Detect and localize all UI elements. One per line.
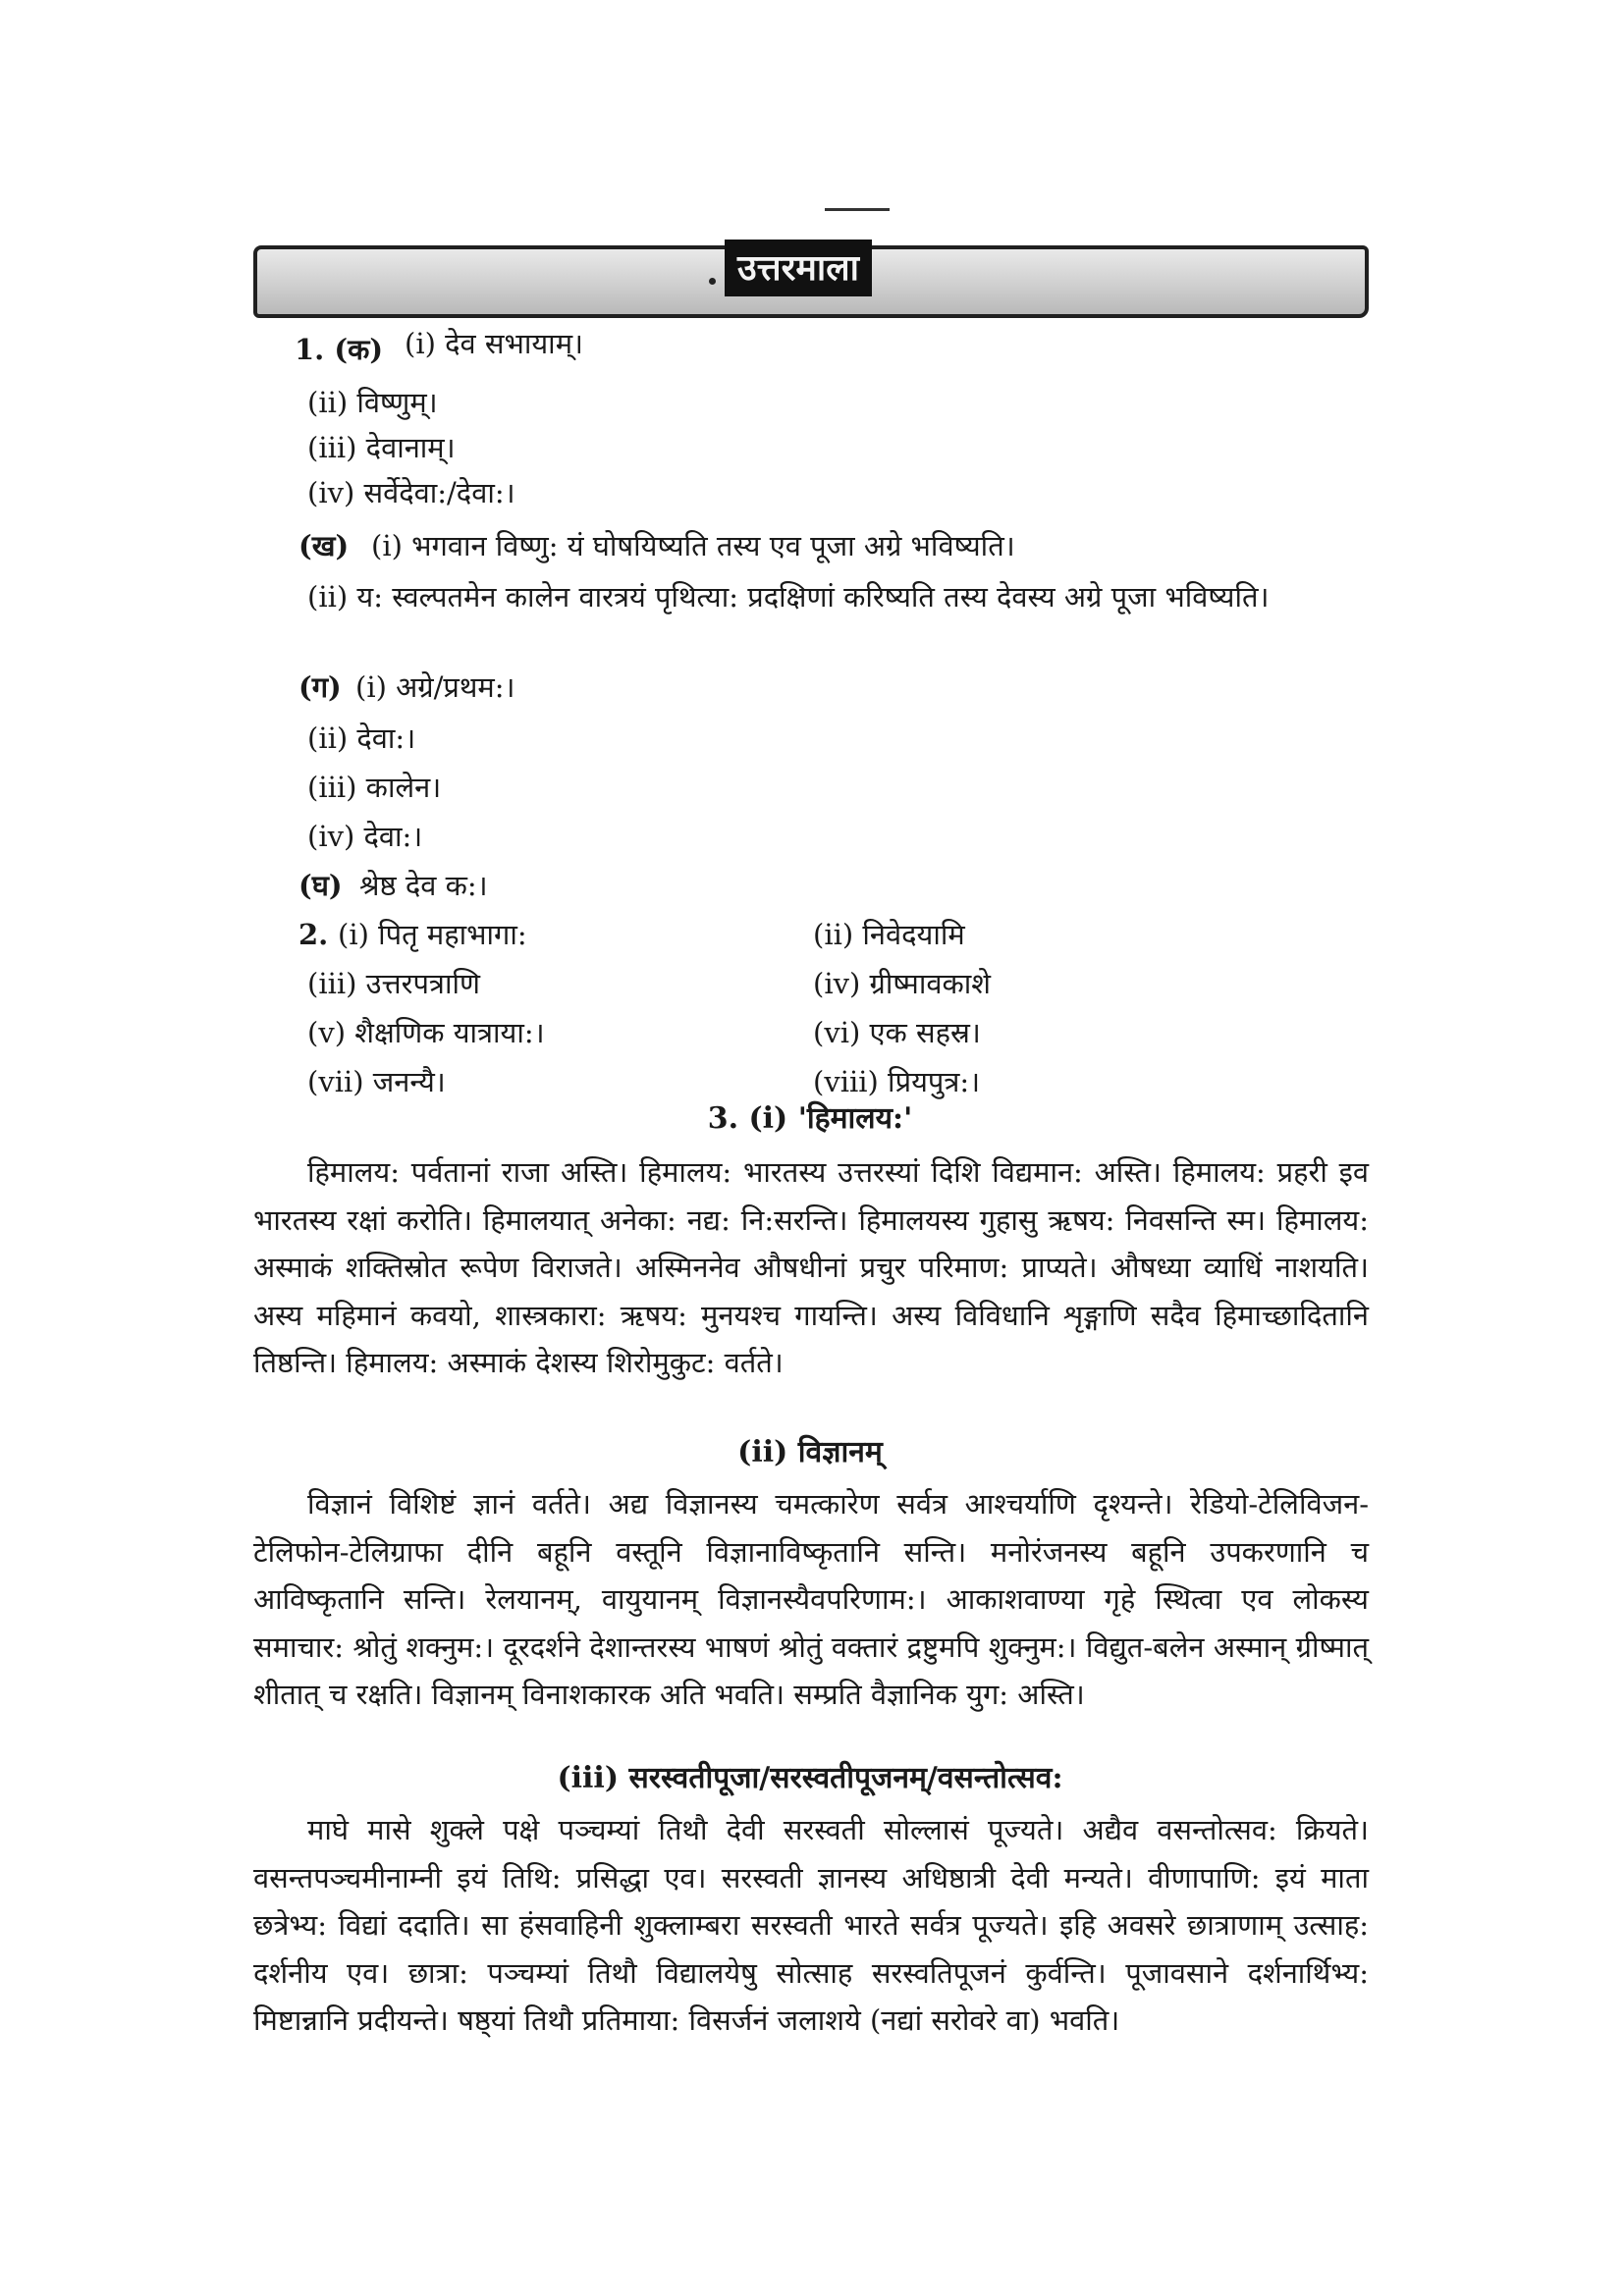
top-rule (825, 208, 890, 211)
essay-text-vigyanam: विज्ञानं विशिष्टं ज्ञानं वर्तते। अद्य विज्ञानस्य चमत्कारेण सर्वत्र आश्चर्याणि दृश्यन्ते। रेडियो-टेलिविजन-टेलिफोन-टेलिग्राफा दीनि बहूनि वस्तूनि विज्ञानाविष्कृतानि सन्ति। मनोरंजनस्य बहूनि उपकरणानि च आविष्कृतानि सन्ति। रेलयानम्, वायुयानम् विज्ञानस्यैवपरिणाम:। आकाशवाण्या गृहे स्थित्वा एव लोकस्य समाचार: श्रोतुं शक्नुम:। दूरदर्शने देशान्तरस्य भाषणं श्रोतुं वक्तारं द्रष्टुमपि शुक्नुम:। विद्युत-बलेन अस्मान् ग्रीष्मात् शीतात् च रक्षति। विज्ञानम् विनाशकारक अति भवति। सम्प्रति वैज्ञानिक युग: अस्ति। (253, 1487, 1369, 1711)
q1-kha-ii: (ii) य: स्वल्पतमेन कालेन वारत्रयं पृथित्या: प्रदक्षिणां करिष्यति तस्य देवस्य अग्रे पूजा भविष्यति। (307, 580, 1270, 614)
q1-ka-item-1: (i) देव सभायाम्। (405, 327, 584, 360)
essay-heading-saraswati: (iii) सरस्वतीपूजा/सरस्वतीपूजनम्/वसन्तोत्सव: (557, 1761, 1063, 1795)
q2-item-2: (ii) निवेदयामि (813, 918, 965, 951)
q1-ka-item-2: (ii) विष्णुम्। (307, 386, 438, 419)
q1-kha-i: (i) भगवान विष्णु: यं घोषयिष्यति तस्य एव पूजा अग्रे भविष्यति। (371, 529, 1015, 562)
q2-item-4: (iv) ग्रीष्मावकाशे (813, 967, 992, 1000)
essay-text-saraswati: माघे मासे शुक्ले पक्षे पञ्चम्यां तिथौ देवी सरस्वती सोल्लासं पूज्यते। अद्यैव वसन्तोत्सव: क्रियते। वसन्तपञ्चमीनाम्नी इयं तिथि: प्रसिद्धा एव। सरस्वती ज्ञानस्य अधिष्ठात्री देवी मन्यते। वीणापाणि: इयं माता छत्रेभ्य: विद्यां ददाति। सा हंसवाहिनी शुक्लाम्बरा सरस्वती भारते सर्वत्र पूज्यते। इहि अवसरे छात्राणाम् उत्साह: दर्शनीय एव। छात्रा: पञ्चम्यां तिथौ विद्यालयेषु सोत्साह सरस्वतिपूजनं कुर्वन्ति। पूजावसाने दर्शनार्थिभ्य: मिष्टान्नानि प्रदीयन्ते। षष्ठ्यां तिथौ प्रतिमाया: विसर्जनं जलाशये (नद्यां सरोवरे वा) भवति। (253, 1813, 1369, 2037)
q1-ka-item-4: (iv) सर्वेदेवा:/देवा:। (307, 476, 515, 509)
q2-item-6: (vi) एक सहस्र। (813, 1016, 981, 1049)
q1-ka-item-3: (iii) देवानाम्। (307, 431, 456, 464)
q1-gha-text: श्रेष्ठ देव क:। (359, 869, 488, 902)
page-title: उत्तरमाला (725, 240, 872, 296)
q2-item-1: (i) पितृ महाभागा: (338, 918, 527, 951)
q1-ga-item-2: (ii) देवा:। (307, 721, 416, 755)
q1-ka-label: 1. (क) (295, 333, 384, 366)
q1-ga-label: (ग) (298, 670, 342, 704)
essay-heading-vigyanam: (ii) विज्ञानम् (737, 1435, 883, 1469)
q1-kha-label: (ख) (298, 529, 350, 562)
essay-text-himalaya: हिमालय: पर्वतानां राजा अस्ति। हिमालय: भारतस्य उत्तरस्यां दिशि विद्यमान: अस्ति। हिमालय: प्रहरी इव भारतस्य रक्षां करोति। हिमालयात् अनेका: नद्य: नि:सरन्ति। हिमालयस्य गुहासु ऋषय: निवसन्ति स्म। हिमालय: अस्माकं शक्तिस्रोत रूपेण विराजते। अस्मिननेव औषधीनां प्रचुर परिमाण: प्राप्यते। औषध्या व्याधिं नाशयति। अस्य महिमानं कवयो, शास्त्रकारा: ऋषय: मुनयश्च गायन्ति। अस्य विविधानि शृङ्गाणि सदैव हिमाच्छादितानि तिष्ठन्ति। हिमालय: अस्माकं देशस्य शिरोमुकुट: वर्तते। (253, 1155, 1369, 1379)
essay-heading-himalaya: 3. (i) 'हिमालय:' (707, 1101, 913, 1136)
q2-label: 2. (298, 918, 329, 951)
q1-gha-label: (घ) (298, 869, 343, 902)
q2-item-5: (v) शैक्षणिक यात्राया:। (307, 1016, 545, 1049)
q1-ga-item-3: (iii) कालेन। (307, 771, 442, 804)
q2-item-7: (vii) जनन्यै। (307, 1065, 446, 1098)
q2-item-8: (viii) प्रियपुत्र:। (813, 1065, 981, 1098)
q1-ga-item-4: (iv) देवा:। (307, 820, 423, 853)
banner-dot (709, 278, 716, 285)
q2-item-3: (iii) उत्तरपत्राणि (307, 967, 480, 1000)
q1-ga-item-1: (i) अग्रे/प्रथम:। (355, 670, 515, 704)
